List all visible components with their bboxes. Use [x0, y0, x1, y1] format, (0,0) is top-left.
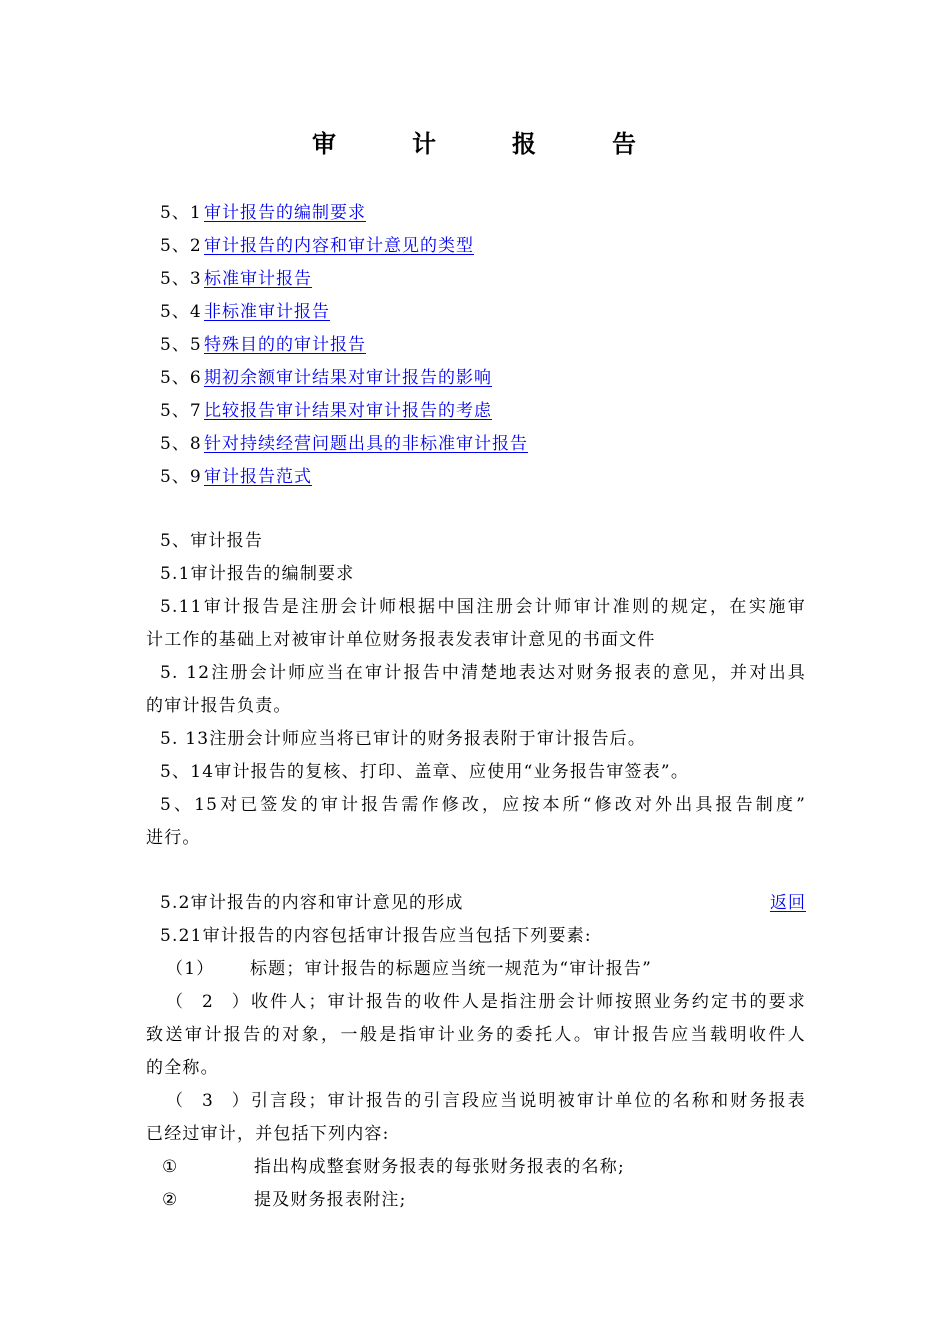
item-text: 收件人；审计报告的收件人是指注册会计师按照业务约定书的要求 — [250, 992, 806, 1012]
item-text: 引言段；审计报告的引言段应当说明被审计单位的名称和财务报表 — [250, 1091, 806, 1111]
toc-number: 5、4 — [160, 302, 202, 322]
list-item — [146, 956, 806, 989]
toc-link[interactable]: 期初余额审计结果对审计报告的影响 — [204, 368, 492, 388]
toc-link[interactable]: 特殊目的的审计报告 — [204, 335, 366, 355]
toc-link[interactable]: 非标准审计报告 — [204, 302, 330, 322]
sub-list-item — [146, 1187, 806, 1220]
toc-link[interactable]: 针对持续经营问题出具的非标准审计报告 — [204, 434, 528, 454]
title-char: 报 — [512, 129, 538, 158]
paragraph-line: 已经过审计，并包括下列内容: — [146, 1124, 390, 1144]
list-item — [146, 1088, 806, 1121]
toc-item — [160, 301, 528, 334]
item-text: 标题；审计报告的标题应当统一规范为“审计报告” — [250, 959, 652, 979]
paragraph-line: 致送审计报告的对象，一般是指审计业务的委托人。审计报告应当载明收件人 — [146, 1025, 806, 1045]
toc-link[interactable]: 比较报告审计结果对审计报告的考虑 — [204, 401, 492, 421]
toc-number: 5、7 — [160, 401, 202, 421]
toc-item — [160, 367, 528, 400]
paragraph-line: 5、14审计报告的复核、打印、盖章、应使用“业务报告审签表”。 — [160, 762, 690, 782]
paragraph-line: 5. 12注册会计师应当在审计报告中清楚地表达对财务报表的意见，并对出具 — [160, 663, 806, 683]
spacer — [146, 858, 806, 890]
paragraph-line: 5.11审计报告是注册会计师根据中国注册会计师审计准则的规定，在实施审 — [160, 597, 806, 617]
toc-item — [160, 433, 528, 466]
toc-item — [160, 235, 528, 268]
item-text: 指出构成整套财务报表的每张财务报表的名称; — [254, 1157, 625, 1177]
subsection-heading: 5.1审计报告的编制要求 — [160, 564, 355, 584]
toc-item — [160, 400, 528, 433]
section-heading-row — [146, 890, 806, 923]
paragraph-line: 5、15对已签发的审计报告需作修改，应按本所“修改对外出具报告制度” — [160, 795, 806, 815]
toc-item — [160, 334, 528, 367]
toc-number: 5、8 — [160, 434, 202, 454]
toc-number: 5、9 — [160, 467, 202, 487]
toc-item — [160, 202, 528, 235]
paragraph-line: 5. 13注册会计师应当将已审计的财务报表附于审计报告后。 — [160, 729, 647, 749]
sub-item-number: ② — [162, 1190, 179, 1210]
list-item — [146, 989, 806, 1022]
toc-number: 5、2 — [160, 236, 202, 256]
sub-list-item — [146, 1154, 806, 1187]
toc-link[interactable]: 审计报告的内容和审计意见的类型 — [204, 236, 474, 256]
item-number: （1） — [166, 959, 215, 979]
item-number: （2） — [166, 992, 250, 1012]
sub-item-number: ① — [162, 1157, 179, 1177]
paragraph-line: 5.21审计报告的内容包括审计报告应当包括下列要素: — [160, 926, 592, 946]
page-title — [0, 124, 950, 159]
toc-number: 5、3 — [160, 269, 202, 289]
item-number: （3） — [166, 1091, 250, 1111]
section-heading: 5.2审计报告的内容和审计意见的形成 — [160, 893, 464, 913]
title-char: 计 — [412, 129, 438, 158]
paragraph-line: 计工作的基础上对被审计单位财务报表发表审计意见的书面文件 — [146, 630, 656, 650]
table-of-contents — [160, 202, 528, 499]
document-body — [146, 528, 806, 1220]
toc-link[interactable]: 审计报告的编制要求 — [204, 203, 366, 223]
title-char: 审 — [312, 129, 338, 158]
toc-number: 5、5 — [160, 335, 202, 355]
section-heading: 5、审计报告 — [160, 531, 264, 551]
back-link[interactable]: 返回 — [770, 893, 806, 913]
toc-link[interactable]: 审计报告范式 — [204, 467, 312, 487]
paragraph-line: 进行。 — [146, 828, 201, 848]
paragraph-line: 的全称。 — [146, 1058, 219, 1078]
toc-number: 5、1 — [160, 203, 202, 223]
toc-item — [160, 268, 528, 301]
toc-number: 5、6 — [160, 368, 202, 388]
toc-link[interactable]: 标准审计报告 — [204, 269, 312, 289]
title-char: 告 — [612, 129, 638, 158]
paragraph-line: 的审计报告负责。 — [146, 696, 292, 716]
toc-item — [160, 466, 528, 499]
item-text: 提及财务报表附注; — [254, 1190, 407, 1210]
